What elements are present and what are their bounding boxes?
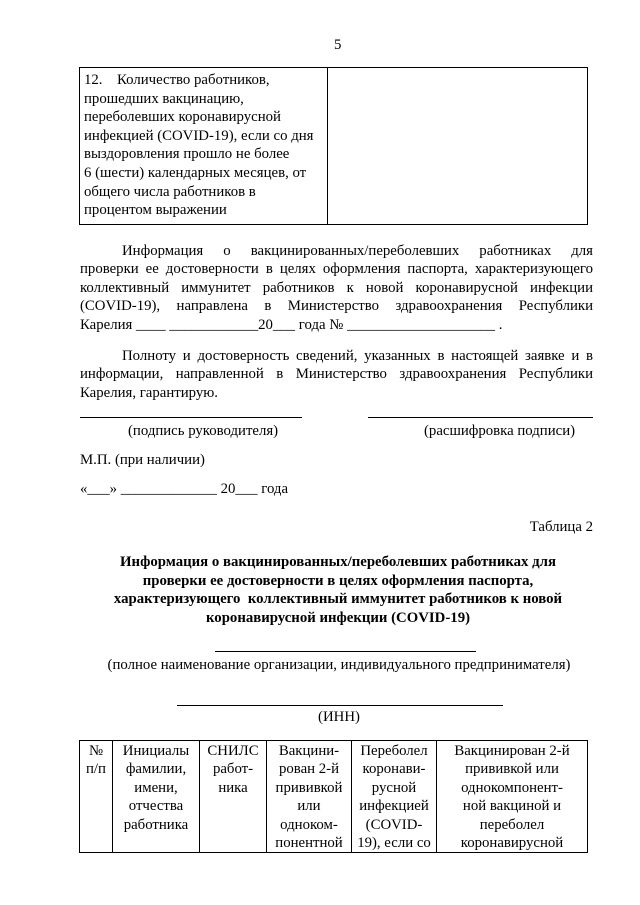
paragraph-line: Карелия ____ ____________20___ года № ____________________ . (80, 317, 503, 334)
paragraph-line: Карелия, гарантирую. (80, 384, 218, 401)
column-header-vaccinated: Вакцини- рован 2-й прививкой или одноком- понентной (267, 741, 352, 853)
paragraph-line: Информация о вакцинированных/переболевших работниках для (122, 242, 593, 259)
indicator-line: переболевших коронавирусной (84, 109, 281, 126)
indicator-number: 12. (84, 72, 103, 88)
indicator-line: 6 (шести) календарных месяцев, от (84, 164, 307, 181)
column-header-number: № п/п (80, 741, 113, 853)
heading-line: характеризующего коллективный иммунитет работников к новой (113, 591, 563, 608)
stamp-label: М.П. (при наличии) (80, 452, 205, 468)
employee-table (79, 740, 588, 853)
guarantee-paragraph (80, 347, 593, 403)
indicator-value-cell (328, 68, 587, 224)
indicator-line (84, 71, 327, 90)
indicator-label-cell (80, 68, 328, 224)
signature-label: (подпись руководителя) (128, 423, 279, 439)
signature-decoding-line (368, 417, 593, 418)
indicator-line: выздоровления прошло не более (84, 146, 290, 163)
heading-line: Информация о вакцинированных/переболевших работниках для (120, 554, 556, 570)
paragraph-line: информации, направленной в Министерство здравоохранения Республики (80, 366, 593, 383)
heading-line: коронавирусной инфекции (COVID-19) (205, 609, 471, 626)
organization-name-line (215, 651, 476, 652)
paragraph-line: (COVID-19), направлена в Министерство здравоохранения Республики (80, 298, 593, 315)
inn-line (177, 705, 503, 706)
column-header-recovered: Переболел коронави- русной инфекцией (COVID- 19), если со (352, 741, 437, 853)
paragraph-line: коллективный иммунитет работников к новой коронавирусной инфекции (80, 279, 593, 296)
inn-label: (ИНН) (318, 709, 360, 725)
signature-line (80, 417, 302, 418)
table-caption: Таблица 2 (529, 519, 593, 535)
paragraph-line: проверки ее достоверности в целях оформления паспорта, характеризующего (80, 261, 593, 278)
indicator-line: общего числа работников в (84, 183, 256, 200)
signature-decoding-label: (расшифровка подписи) (424, 423, 576, 439)
column-header-initials: Инициалы фамилии, имени, отчества работника (113, 741, 200, 853)
indicator-table (79, 67, 588, 225)
indicator-text: Количество работников, (117, 72, 270, 88)
indicator-line: процентом выражении (84, 202, 227, 219)
column-header-vaccinated-and-recovered: Вакцинирован 2-й прививкой или однокомпонент- ной вакциной и переболел коронавирусной (454, 742, 570, 852)
paragraph-line: Полноту и достоверность сведений, указанных в настоящей заявке и в (122, 347, 593, 364)
indicator-line: инфекцией (COVID-19), если со дня (84, 127, 314, 144)
heading-line: проверки ее достоверности в целях оформления паспорта, (142, 572, 534, 589)
table-heading (80, 553, 596, 627)
indicator-line: прошедших вакцинацию, (84, 90, 244, 107)
column-header-snils: СНИЛС работ- ника (200, 741, 267, 853)
page-number: 5 (334, 37, 342, 53)
info-paragraph (80, 242, 593, 335)
date-line: «___» _____________ 20___ года (80, 481, 289, 497)
organization-label: (полное наименование организации, индивидуального предпринимателя) (107, 657, 571, 673)
